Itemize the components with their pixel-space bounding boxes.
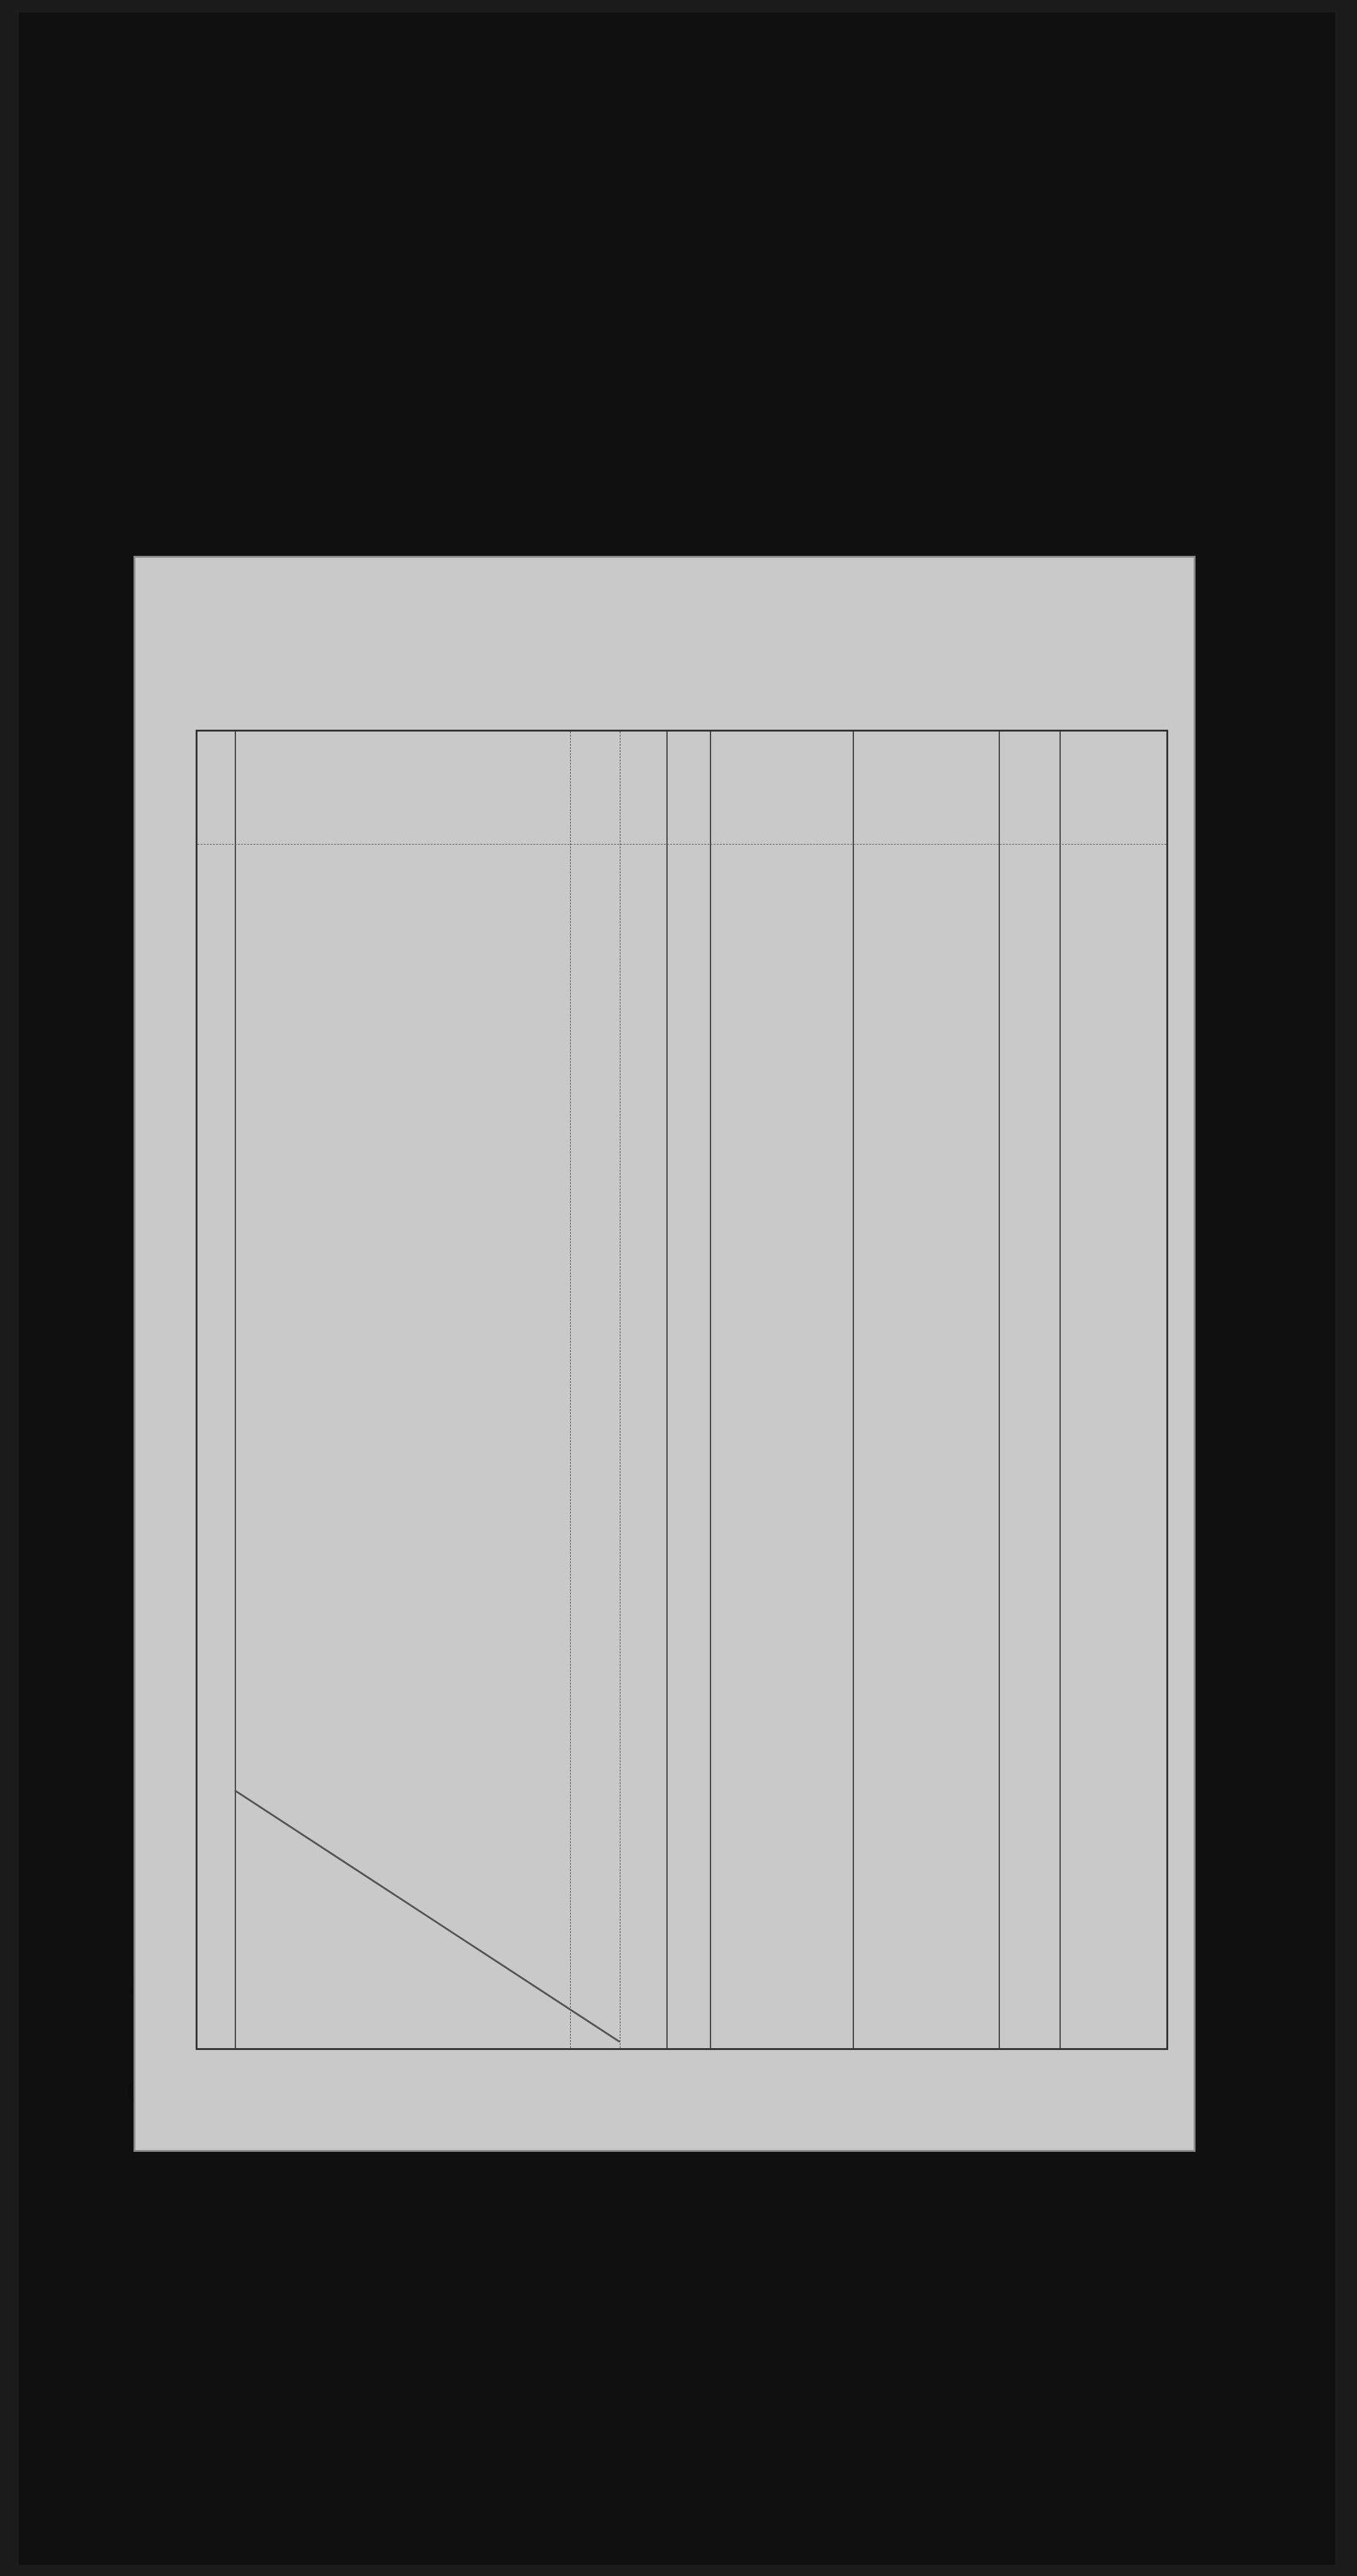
cancel-slash xyxy=(197,732,1166,2048)
manifest-sheet xyxy=(134,556,1196,2152)
passenger-table xyxy=(196,730,1168,2050)
